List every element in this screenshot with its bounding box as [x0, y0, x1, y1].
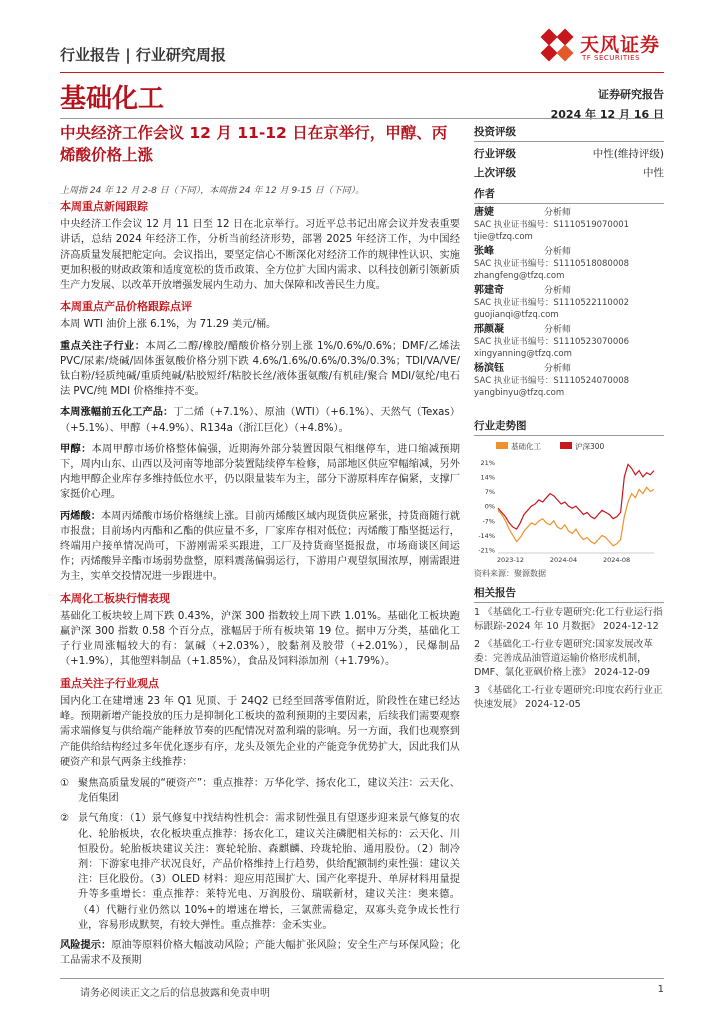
author-license: SAC 执业证书编号：S1110522110002 — [474, 298, 630, 308]
y-tick-label: 7% — [484, 488, 495, 497]
related-report-link[interactable]: 1 《基础化工-行业专题研究:化工行业运行指标跟踪-2024 年 10 月数据》 2024-12-12 — [474, 607, 663, 632]
subindustry-label: 重点关注子行业： — [60, 340, 146, 352]
report-date: 2024 年 12 月 16 日 — [550, 108, 664, 121]
x-tick-label: 2023-12 — [496, 556, 525, 564]
rating-title: 投资评级 — [474, 124, 664, 142]
acrylic-paragraph — [60, 509, 460, 585]
top5-label: 本周涨幅前五化工产品： — [60, 407, 174, 419]
list-item — [60, 776, 460, 806]
series-line-basic-chem — [498, 487, 654, 546]
authors-title: 作者 — [474, 186, 664, 204]
methanol-text: 本周甲醇市场价格整体偏强，近期海外部分装置因限气相继停车，进口缩减预期下，周内山东、山西以及河南等地部分装置陆续停车检修，局部地区供应窄幅缩减，另外内地甲醇企业库存多维持低位水平，仍以限量装车为主，部分下游原料库存偏紧，支撑厂家挺价心理。 — [60, 443, 460, 501]
page-number: 1 — [657, 984, 664, 995]
related-report-link[interactable]: 3 《基础化工-行业专题研究:印度农药行业正快速发展》 2024-12-05 — [474, 685, 663, 710]
y-tick-label: -14% — [478, 531, 495, 540]
bullet-number: ② — [60, 813, 70, 825]
header-rule — [60, 72, 664, 73]
report-headline: 中央经济工作会议 12 月 11-12 日在京举行，甲醇、丙烯酸价格上涨 — [60, 124, 448, 164]
news-paragraph: 中央经济工作会议 12 月 11 日至 12 日在北京举行。习近平总书记出席会议并发表重要讲话，总结 2024 年经济工作，分析当前经济形势，部署 2025 年经济工作，为中国经济高质量发展把舵定向。会议指出，要坚定信心不断深化对经济工作的规律性认识、实施更加积极的财政政策和适度宽松的货币政策、全方位扩大国内需求、以科技创新引领新质生产力发展、以改革开放增强发展内生动力、加大保障和改善民生力度。 — [60, 219, 460, 292]
author-entry — [474, 324, 664, 360]
industry-title: 基础化工 — [60, 84, 165, 114]
top5-text: 丁二烯（+7.1%）、原油（WTI）（+6.1%）、天然气（Texas）（+5.1%）、甲醇（+4.9%）、R134a（浙江巨化）（+4.8%）。 — [60, 407, 461, 434]
logo-icon — [540, 28, 574, 62]
author-email[interactable]: xingyanning@tfzq.com — [474, 349, 572, 359]
author-name: 张峰 — [474, 246, 494, 257]
footer-disclaimer: 请务必阅读正文之后的信息披露和免责申明 — [80, 988, 270, 999]
legend-label-2: 沪深300 — [575, 442, 605, 451]
section-title-market: 本周化工板块行情表现 — [60, 591, 170, 605]
rating-box — [474, 124, 664, 180]
author-license: SAC 执业证书编号：S1110518080008 — [474, 259, 630, 269]
risk-paragraph — [60, 938, 460, 968]
methanol-paragraph — [60, 442, 460, 503]
legend-swatch-2 — [560, 442, 572, 449]
author-entry — [474, 285, 664, 321]
risk-text: 原油等原料价格大幅波动风险；产能大幅扩张风险；安全生产与环保风险；化工品需求不及预期 — [60, 939, 461, 967]
author-license: SAC 执业证书编号：S1110523070006 — [474, 337, 630, 347]
bullet-number: ① — [60, 777, 70, 789]
authors-box — [474, 186, 664, 402]
author-license: SAC 执业证书编号：S1110519070001 — [474, 220, 630, 230]
footer-rule — [60, 978, 664, 979]
logo-name: 天风证券 — [580, 34, 661, 56]
report-type: 证券研究报告 — [598, 88, 664, 101]
views-paragraph: 国内化工在建增速 23 年 Q1 见顶、于 24Q2 已经至回落零值附近，阶段性在建已经达峰。预期新增产能投放的压力是抑制化工板块的盈利预期的主要因素，后续我们需要观察需求端修复与供给端产能释放节奏的匹配情况对盈利端的影响。另一方面，我们也观察到产能供给结构经过多年优化逐步有序，龙头及领先企业的产能竞争优势扩大，因此我们从硬资产和景气两条主线推荐： — [60, 695, 460, 768]
author-email[interactable]: guojianqi@tfzq.com — [474, 310, 559, 320]
methanol-label: 甲醇： — [60, 443, 92, 455]
subindustry-paragraph — [60, 339, 460, 400]
legend-swatch-1 — [496, 442, 508, 449]
y-tick-label: 0% — [484, 502, 495, 511]
acrylic-label: 丙烯酸： — [60, 510, 102, 522]
top5-paragraph — [60, 405, 460, 435]
main-content — [60, 197, 460, 974]
author-entry — [474, 246, 664, 282]
trend-chart — [474, 438, 664, 566]
author-role: 分析师 — [544, 364, 572, 374]
author-name: 杨滨钰 — [474, 363, 504, 374]
y-tick-label: -7% — [482, 517, 495, 526]
rating-value: 中性 — [643, 167, 664, 179]
author-email[interactable]: zhangfeng@tfzq.com — [474, 271, 565, 281]
x-tick-label: 2024-08 — [602, 556, 631, 564]
market-paragraph: 基础化工板块较上周下跌 0.43%，沪深 300 指数较上周下跌 1.01%。基础化工板块跑赢沪深 300 指数 0.58 个百分点，涨幅居于所有板块第 19 位。据申万分类，基础化工子行业周涨幅较大的有：氯碱（+2.03%），胶黏剂及胶带（+2.01%），民爆制品（+1.9%），其他塑料制品（+1.85%），食品及饲料添加剂（+1.79%）。 — [60, 610, 460, 668]
y-tick-label: 14% — [480, 473, 495, 482]
y-tick-label: 21% — [480, 458, 495, 467]
header-rule-2 — [60, 118, 664, 119]
risk-label: 风险提示： — [60, 939, 112, 951]
related-reports — [474, 586, 664, 716]
related-title: 相关报告 — [474, 586, 664, 603]
company-logo — [540, 28, 670, 68]
section-title-views: 重点关注子行业观点 — [60, 676, 159, 690]
legend-label-1: 基础化工 — [511, 442, 541, 451]
bullet-text: 景气角度：（1）景气修复中找结构性机会：需求韧性强且有望逐步迎来景气修复的农化、轮胎板块，农化板块重点推荐：扬农化工，建议关注磷肥相关标的：云天化、川恒股份。轮胎板块建议关注：赛轮轮胎、森麒麟、玲珑轮胎、通用股份。（2）制冷剂：下游家电排产状况良好，产品价格维持上行趋势，供给配额制约束性强：建议关注：巨化股份。（3）OLED 材料：迎应用范围扩大、国产化率提升、单屏材料用量提升等多重增长：重点推荐：莱特光电、万润股份、瑞联新材，建议关注：奥来德。（4）代糖行业仍然以 10%+的增速在增长，三氯蔗需稳定，双寡头竞争成长性行业，容易形成默契，有较大弹性。重点推荐：金禾实业。 — [78, 813, 460, 931]
list-item — [60, 811, 460, 933]
rating-row — [474, 161, 664, 180]
author-email[interactable]: yangbinyu@tfzq.com — [474, 388, 565, 398]
author-role: 分析师 — [544, 208, 572, 218]
rating-key: 上次评级 — [474, 167, 516, 179]
trend-chart-box — [474, 418, 664, 579]
rating-row — [474, 142, 664, 161]
report-category: 行业报告 | 行业研究周报 — [60, 46, 226, 64]
rating-key: 行业评级 — [474, 148, 516, 160]
section-title-prices: 本周重点产品价格跟踪点评 — [60, 300, 192, 314]
rating-value: 中性(维持评级) — [592, 148, 664, 160]
subindustry-text: 本周乙二醇/橡胶/醋酸价格分别上涨 1%/0.6%/0.6%；DMF/乙烯法 PVC/尿素/烧碱/固体蛋氨酸价格分别下跌 4.6%/1.6%/0.6%/0.3%/0.3%；TDI/VA/VE/钛白粉/轻质纯碱/重质纯碱/粘胶短纤/粘胶长丝/液体蛋氨酸/有机硅/聚合 MDI/氨纶/电石法 PVC/纯 MDI 价格维持不变。 — [60, 340, 461, 398]
oil-paragraph: 本周 WTI 油价上涨 6.1%，为 71.29 美元/桶。 — [60, 319, 277, 331]
acrylic-text: 本周丙烯酸市场价格继续上涨。目前丙烯酸区域内现货供应紧张，持货商随行就市报盘；目前场内丙酯和乙酯的供应量不多，厂家库存相对低位；丙烯酸丁酯坚挺运行，终端用户接单情况尚可，下游刚需采买跟进，工厂及持货商坚挺报盘，市场商谈区间运作；丙烯酸异辛酯市场弱势盘整，原料震荡偏弱运行，下游用户观望氛围浓厚，刚需跟进为主，实单交投情况进一步跟进中。 — [60, 510, 461, 583]
author-email[interactable]: tjie@tfzq.com — [474, 232, 533, 242]
author-role: 分析师 — [544, 247, 572, 257]
author-name: 唐婕 — [474, 207, 494, 218]
x-tick-label: 2024-04 — [549, 556, 578, 564]
section-title-news: 本周重点新闻跟踪 — [60, 200, 148, 213]
author-role: 分析师 — [544, 286, 572, 296]
chart-source: 资料来源：聚源数据 — [474, 569, 546, 578]
author-name: 邢颜凝 — [474, 324, 504, 335]
y-tick-label: -21% — [478, 546, 495, 555]
author-name: 郭建奇 — [474, 285, 504, 296]
related-report-link[interactable]: 2 《基础化工-行业专题研究:国家发展改革委：完善成品油管道运输价格形成机制，DMF、氯化亚砜价格上涨》 2024-12-09 — [474, 639, 653, 678]
author-entry — [474, 207, 664, 243]
bullet-text: 聚焦高质量发展的“硬资产”：重点推荐：万华化学、扬农化工，建议关注：云天化、龙佰集团 — [78, 777, 460, 805]
period-note: 上周指 24 年 12 月 2-8 日（下同），本周指 24 年 12 月 9-15 日（下同）。 — [60, 186, 365, 196]
logo-subtitle: TF SECURITIES — [582, 54, 641, 62]
author-entry — [474, 363, 664, 399]
chart-title: 行业走势图 — [474, 418, 664, 436]
author-role: 分析师 — [544, 325, 572, 335]
author-license: SAC 执业证书编号：S1110524070008 — [474, 376, 630, 386]
